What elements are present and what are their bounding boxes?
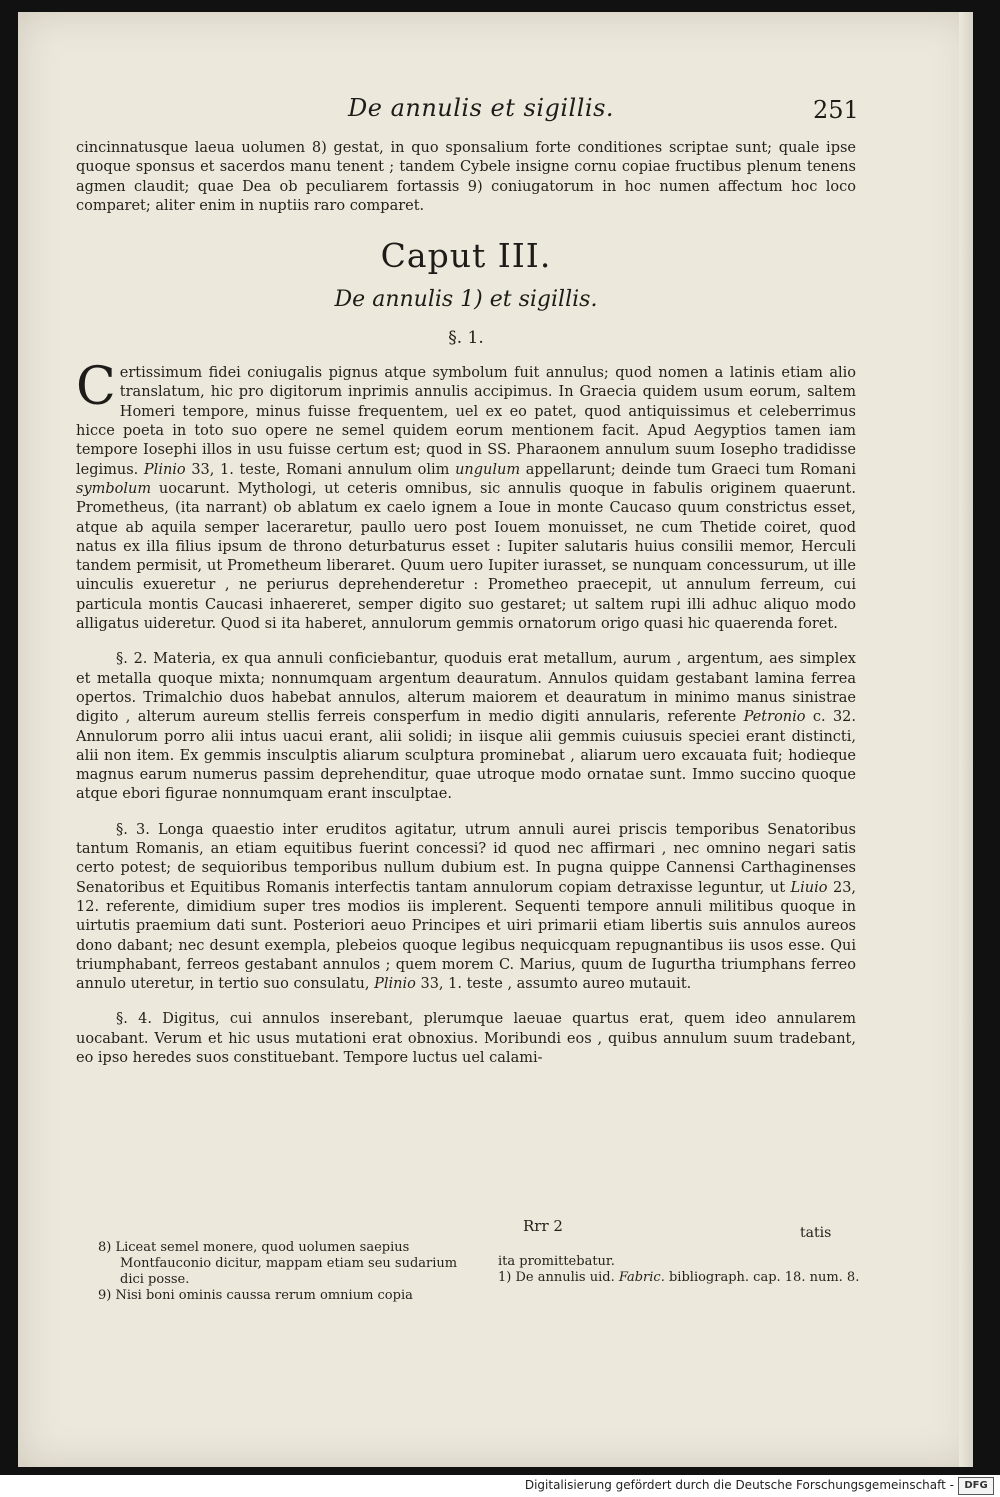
footnotes-left-column <box>98 1240 458 1304</box>
section-3-text-a: §. 3. Longa quaestio inter eruditos agitatur, utrum annuli aurei priscis temporibus Senatoribus tantum Romanis, an etiam equitibus fuerint concessi? id quod nec affirmari , nec omnino negari satis certo potest; de sequioribus temporibus nullum dubium est. In pugna quippe Cannensi Carthaginenses Senatoribus et Equitibus Romanis interfectis tantam annulorum copiam detraxisse leguntur, ut <box>76 821 856 896</box>
section-mark: §. 1. <box>448 328 484 349</box>
paragraph-section-1 <box>76 357 857 634</box>
running-title: De annulis et sigillis. <box>348 94 615 122</box>
footnote-1-text-a: 1) De annulis uid. <box>498 1270 615 1285</box>
section-1-text-a: ertissimum fidei coniugalis pignus atque symbolum fuit annulus; quod nomen a latinis etiam alio translatum, hic pro digitorum inprimis annulis accipimus. In Graecia quidem usum eorum, saltem Homeri tempore, minus fuisse frequentem, uel ex eo patet, quod antiquissimus et celeberrimus hicce poeta in toto suo opere ne semel quidem eorum mentionem facit. Apud Aegyptios tamen iam tempore Iosephi illos in usu fuisse certum est; quod in SS. Pharaonem annulum suum Iosepho tradidisse legimus. <box>76 365 856 478</box>
chapter-subheading: De annulis 1) et sigillis. <box>334 287 598 313</box>
paragraph-section-3 <box>76 821 856 995</box>
footnote-1-text-b: bibliograph. cap. 18. num. 8. <box>668 1270 860 1285</box>
section-1-text-b: 33, 1. teste, Romani annulum olim <box>191 461 450 478</box>
section-1-text-d: uocarunt. Mythologi, ut ceteris omnibus, sic annulis quoque in fabulis originem quaerunt. Prometheus, (ita narrant) ob ablatum ex caelo ignem a Ioue in monte Caucaso quum constrictus esset, atque ab aquila semper laceraretur, paullo uero post Iouem monuisset, ne cum Thetide coiret, quod natus ex illa filius ipsum de throno deturbaturus esset : Iupiter salutaris huius consilii memor, Herculi tandem permisit, ut Prometheum liberaret. Quum uero Iupiter iurasset, se nunquam concessurum, ut ille uinculis exueretur , ne periurus deprehenderetur : Prometheo praecepit, ut annulum ferreum, cui particula montis Caucasi inhaereret, semper digito suo gestaret; ut saltem rupi illi adhuc aliquo modo alligatus uideretur. Quod si ita haberet, annulorum gemmis ornatorum origo quasi hic quaerenda foret. <box>76 480 856 633</box>
dfg-logo: DFG <box>958 1477 994 1495</box>
page-body <box>76 139 856 1068</box>
section-1-text-c: appellarunt; deinde tum Graeci tum Romani <box>525 461 857 478</box>
section-1-term-symbolum: symbolum <box>76 480 152 497</box>
section-3-text-b: 23, 12. referente, dimidium super tres modios iis implerent. Sequenti tempore annuli militibus quoque in uirtutis praemium dati sunt. Posteriori aeuo Principes et uiri primarii etiam libertis suis annulos aureos dono dabant; nec desunt exempla, plebeios quoque legibus nequicquam repugnantibus iis usos esse. Qui triumphabant, ferreos gestabant annulos ; quem morem C. Marius, quum de Iugurtha triumphans ferreo annulo uteretur, in tertio suo consulatu, <box>76 879 857 993</box>
section-1-term-ungulum: ungulum <box>455 461 521 478</box>
page-edge-shadow <box>959 12 973 1467</box>
section-3-citation-plinio: Plinio <box>374 976 416 993</box>
section-1-citation: Plinio <box>143 461 186 478</box>
footnote-9-continued: ita promittebatur. <box>498 1254 615 1269</box>
footnote-9: 9) Nisi boni ominis caussa rerum omnium copia <box>98 1288 413 1303</box>
page-header <box>18 94 973 134</box>
paragraph-section-2 <box>76 650 856 804</box>
intro-paragraph: cincinnatusque laeua uolumen 8) gestat, in quo sponsalium forte conditiones scriptae sunt; quale ipse quoque sponsus et sacerdos manu tenent ; tandem Cybele insigne cornu copiae fructibus plenum tenens agmen claudit; quae Dea ob peculiarem fortassis 9) coniugatorum in hoc numen affectum hoc loco comparet; aliter enim in nuptiis raro comparet. <box>76 140 856 214</box>
section-2-citation: Petronio <box>743 709 806 726</box>
viewer-footer <box>0 1475 1000 1497</box>
section-3-text-c: 33, 1. teste , assumto aureo mutauit. <box>420 976 692 993</box>
section-2-text-b: c. 32. Annulorum porro alii intus uacui erant, alii solidi; in iisque alii gemmis cuiusuis speciei erant distincti, alii non item. Ex gemmis insculptis aliarum sculptura prominebat , aliarum uero excauata fuit; hodieque magnus earum numerus passim deprehenditur, quae utroque modo ornatae sunt. Immo succino quoque atque ebori figurae nonnumquam erant insculptae. <box>76 709 857 803</box>
signature-mark: Rrr 2 <box>523 1217 563 1235</box>
footnotes-right-column <box>498 1254 868 1286</box>
funding-credit: Digitalisierung gefördert durch die Deutsche Forschungsgemeinschaft - <box>524 1478 954 1492</box>
dropcap-letter: C <box>76 357 116 418</box>
section-2-text-a: §. 2. Materia, ex qua annuli conficiebantur, quoduis erat metallum, aurum , argentum, aes simplex et metalla quoque mixta; nonnumquam argentum deauratum. Annulos quidam gestabant lamina ferrea opertos. Trimalchio duos habebat annulos, alterum maiorem et deauratum in minimo manus sinistrae digito , alterum aureum stellis ferreis consperfum in medio digiti annularis, referente <box>76 651 856 726</box>
chapter-heading: Caput III. <box>380 236 552 276</box>
footnote-1-citation: Fabric. <box>618 1270 665 1285</box>
catchword: tatis <box>800 1225 832 1241</box>
section-3-citation-liuio: Liuio <box>790 879 828 896</box>
footnote-8: 8) Liceat semel monere, quod uolumen saepius Montfauconio dicitur, mappam etiam seu sudarium dici posse. <box>98 1240 458 1287</box>
footnote-1 <box>498 1270 868 1286</box>
page-number: 251 <box>813 96 859 124</box>
book-page <box>18 12 973 1467</box>
paragraph-section-4: §. 4. Digitus, cui annulos inserebant, plerumque laeuae quartus erat, quem ideo annularem uocabant. Verum et hic usus mutationi erat obnoxius. Moribundi eos , quibus annulum suum tradebant, eo ipso heredes suos constituebant. Tempore luctus uel calami- <box>76 1011 856 1066</box>
